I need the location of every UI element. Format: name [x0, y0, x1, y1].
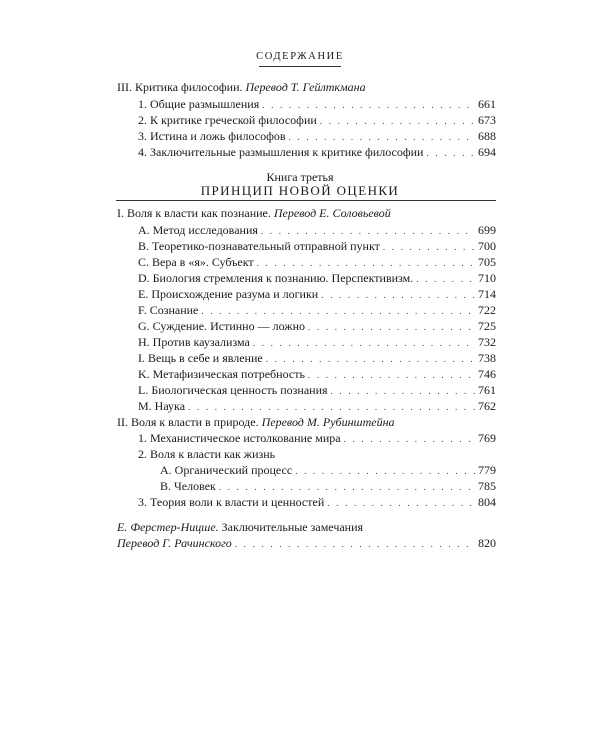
entry-label: 3. Теория воли к власти и ценностей — [138, 495, 325, 509]
entry-page: 761 — [478, 383, 496, 397]
toc-entry[interactable] — [138, 351, 496, 366]
dot-leader — [262, 98, 475, 112]
entry-page: 699 — [478, 223, 496, 237]
dot-leader — [261, 224, 475, 238]
section2-heading — [117, 415, 395, 429]
entry-label: C. Вера в «я». Субъект — [138, 255, 254, 269]
afterword-translator: Перевод Г. Рачинского — [117, 536, 232, 550]
section1-translator: Перевод Е. Соловьевой — [273, 206, 391, 220]
dot-leader — [188, 400, 475, 414]
dot-leader — [426, 146, 475, 160]
dot-leader — [308, 320, 475, 334]
toc-entry[interactable] — [138, 303, 496, 318]
toc-entry[interactable] — [138, 223, 496, 238]
section2-title: II. Воля к власти в природе. — [117, 415, 259, 429]
part3-heading — [117, 80, 366, 94]
toc-entry[interactable] — [138, 495, 496, 510]
entry-label: I. Вещь в себе и явление — [138, 351, 263, 365]
dot-leader — [235, 537, 475, 551]
entry-label: H. Против каузализма — [138, 335, 250, 349]
entry-label: 1. Общие размышления — [138, 97, 260, 111]
entry-page: 688 — [478, 129, 496, 143]
toc-entry[interactable] — [138, 239, 496, 254]
dot-leader — [327, 496, 475, 510]
entry-page: 769 — [478, 431, 496, 445]
toc-entry[interactable] — [138, 287, 496, 302]
entry-page: 661 — [478, 97, 496, 111]
entry-label: 3. Истина и ложь философов — [138, 129, 286, 143]
toc-entry[interactable] — [117, 536, 496, 551]
entry-label: 4. Заключительные размышления к критике философии — [138, 145, 424, 159]
part3-title: III. Критика философии. — [117, 80, 243, 94]
entry-page: 732 — [478, 335, 496, 349]
toc-entry[interactable] — [138, 129, 496, 144]
entry-page: 779 — [478, 463, 496, 477]
section1-heading — [117, 206, 391, 220]
toc-entry[interactable] — [138, 335, 496, 350]
book-divider — [116, 200, 496, 201]
entry-label: F. Сознание — [138, 303, 199, 317]
afterword-title: Заключительные замечания — [221, 520, 364, 534]
entry-label: L. Биологическая ценность познания — [138, 383, 328, 397]
entry-label: 1. Механистическое истолкование мира — [138, 431, 341, 445]
entry-page: 710 — [478, 271, 496, 285]
toc-entry[interactable] — [138, 383, 496, 398]
entry-page: 700 — [478, 239, 496, 253]
entry-page: 820 — [478, 536, 496, 550]
entry-page: 725 — [478, 319, 496, 333]
entry-label: E. Происхождение разума и логики — [138, 287, 319, 301]
dot-leader — [289, 130, 475, 144]
dot-leader — [383, 240, 475, 254]
toc-subheading: 2. Воля к власти как жизнь — [138, 447, 276, 461]
afterword-author: Е. Ферстер-Ницше. — [117, 520, 219, 534]
toc-entry[interactable] — [138, 431, 496, 446]
dot-leader — [321, 288, 475, 302]
dot-leader — [308, 368, 475, 382]
book-title: ПРИНЦИП НОВОЙ ОЦЕНКИ — [200, 183, 400, 198]
page-header: СОДЕРЖАНИЕ — [256, 51, 344, 62]
entry-page: 705 — [478, 255, 496, 269]
dot-leader — [416, 272, 475, 286]
afterword-heading — [117, 520, 363, 534]
dot-leader — [295, 464, 475, 478]
toc-entry[interactable] — [138, 399, 496, 414]
dot-leader — [266, 352, 475, 366]
entry-page: 694 — [478, 145, 496, 159]
entry-page: 804 — [478, 495, 496, 509]
dot-leader — [344, 432, 475, 446]
toc-entry[interactable] — [138, 255, 496, 270]
entry-page: 738 — [478, 351, 496, 365]
entry-label: B. Человек — [160, 479, 216, 493]
toc-entry[interactable] — [138, 97, 496, 112]
entry-label: A. Метод исследования — [138, 223, 258, 237]
entry-page: 673 — [478, 113, 496, 127]
toc-entry[interactable] — [160, 479, 496, 494]
entry-label: M. Наука — [138, 399, 186, 413]
dot-leader — [320, 114, 475, 128]
dot-leader — [253, 336, 475, 350]
entry-page: 722 — [478, 303, 496, 317]
entry-label: A. Органический процесс — [160, 463, 293, 477]
dot-leader — [331, 384, 475, 398]
book-label: Книга третья — [266, 170, 334, 184]
section2-translator: Перевод М. Рубинштейна — [261, 415, 395, 429]
section1-title: I. Воля к власти как познание. — [117, 206, 271, 220]
part3-translator: Перевод Т. Гейлткмана — [245, 80, 366, 94]
entry-label: K. Метафизическая потребность — [138, 367, 305, 381]
entry-page: 746 — [478, 367, 496, 381]
toc-entry[interactable] — [160, 463, 496, 478]
toc-entry[interactable] — [138, 145, 496, 160]
entry-page: 762 — [478, 399, 496, 413]
dot-leader — [257, 256, 475, 270]
dot-leader — [219, 480, 475, 494]
entry-label: D. Биология стремления к познанию. Перспективизм. — [138, 271, 414, 285]
entry-page: 714 — [478, 287, 496, 301]
dot-leader — [201, 304, 475, 318]
toc-entry[interactable] — [138, 271, 496, 286]
entry-label: G. Суждение. Истинно — ложно — [138, 319, 306, 333]
toc-entry[interactable] — [138, 367, 496, 382]
header-divider — [259, 66, 341, 67]
toc-entry[interactable] — [138, 113, 496, 128]
entry-label: B. Теоретико-познавательный отправной пункт — [138, 239, 380, 253]
entry-label: 2. К критике греческой философии — [138, 113, 317, 127]
entry-page: 785 — [478, 479, 496, 493]
toc-entry[interactable] — [138, 319, 496, 334]
